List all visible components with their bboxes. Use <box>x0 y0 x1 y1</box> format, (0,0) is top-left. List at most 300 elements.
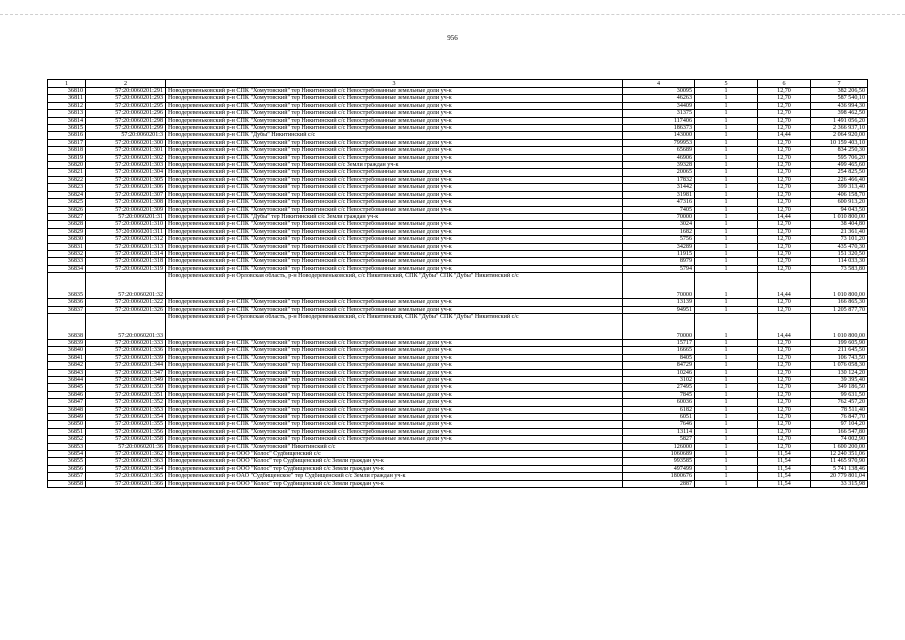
table-body <box>48 88 868 488</box>
rate-cell: 12,70 <box>758 154 811 161</box>
rate-cell: 12,70 <box>758 102 811 109</box>
rate-cell: 12,70 <box>758 191 811 198</box>
value-cell: 166 547,80 <box>811 428 868 435</box>
rate-cell: 12,70 <box>758 206 811 213</box>
address-cell: Новодеревеньковский р-н Орловская область, р-н Новодеревеньковский, с/с Никитинский, СПК "Дубы" СПК "Дубы" Никитинский с/с <box>166 313 623 339</box>
area-cell: 20065 <box>623 169 695 176</box>
value-cell: 2 064 920,00 <box>811 132 868 139</box>
address-cell: Новодеревеньковский р-н СПК "Хомутовский" тер Никитинский с/с Невостребованные земельные доли уч-к <box>166 436 623 443</box>
table-row <box>48 313 868 339</box>
area-cell: 46263 <box>623 95 695 102</box>
address-cell: Новодеревеньковский р-н ООО "Колос" тер Судбищенский с/с Земли граждан уч-к <box>166 480 623 487</box>
row-number-cell: 36838 <box>48 313 86 339</box>
value-cell: 587 540,10 <box>811 95 868 102</box>
area-cell: 31375 <box>623 110 695 117</box>
row-number-cell: 36851 <box>48 428 86 435</box>
value-cell: 226 466,40 <box>811 176 868 183</box>
cadastral-number-cell: 57:20:0060201:305 <box>86 176 166 183</box>
rate-cell: 12,70 <box>758 139 811 146</box>
count-cell: 1 <box>695 421 758 428</box>
value-cell: 1 491 056,20 <box>811 117 868 124</box>
value-cell: 211 645,50 <box>811 347 868 354</box>
area-cell: 117406 <box>623 117 695 124</box>
count-cell: 1 <box>695 339 758 346</box>
row-number-cell: 36839 <box>48 339 86 346</box>
table-row <box>48 176 868 183</box>
table-row <box>48 169 868 176</box>
value-cell: 38 404,80 <box>811 221 868 228</box>
rate-cell: 12,70 <box>758 250 811 257</box>
cadastral-number-cell: 57:20:0060201:326 <box>86 306 166 313</box>
address-cell: Новодеревеньковский р-н СПК "Хомутовский" тер Никитинский с/с Невостребованные земельные доли уч-к <box>166 362 623 369</box>
value-cell: 399 313,40 <box>811 184 868 191</box>
value-cell: 99 631,50 <box>811 391 868 398</box>
area-cell: 1060689 <box>623 451 695 458</box>
address-cell: Новодеревеньковский р-н СПК "Хомутовский" тер Никитинский с/с Невостребованные земельные доли уч-к <box>166 169 623 176</box>
row-number-cell: 36855 <box>48 458 86 465</box>
area-cell: 3024 <box>623 221 695 228</box>
area-cell: 8979 <box>623 258 695 265</box>
rate-cell: 12,70 <box>758 384 811 391</box>
rate-cell: 12,70 <box>758 95 811 102</box>
area-cell: 7845 <box>623 391 695 398</box>
row-number-cell: 36812 <box>48 102 86 109</box>
table-row <box>48 191 868 198</box>
cadastral-number-cell: 57:20:0060201:33 <box>86 313 166 339</box>
value-cell: 1 600 200,00 <box>811 443 868 450</box>
value-cell: 78 511,40 <box>811 406 868 413</box>
rate-cell: 12,70 <box>758 399 811 406</box>
value-cell: 106 743,50 <box>811 354 868 361</box>
value-cell: 130 124,20 <box>811 369 868 376</box>
rate-cell: 11,54 <box>758 451 811 458</box>
address-cell: Новодеревеньковский р-н СПК "Хомутовский" тер Никитинский с/с Невостребованные земельные доли уч-к <box>166 384 623 391</box>
area-cell: 497499 <box>623 465 695 472</box>
cadastral-number-cell: 57:20:0060201:362 <box>86 451 166 458</box>
count-cell: 1 <box>695 458 758 465</box>
row-number-cell: 36856 <box>48 465 86 472</box>
count-cell: 1 <box>695 406 758 413</box>
row-number-cell: 36817 <box>48 139 86 146</box>
address-cell: Новодеревеньковский р-н СПК "Дубы" Никитинский с/с <box>166 132 623 139</box>
area-cell: 34289 <box>623 243 695 250</box>
cadastral-number-cell: 57:20:0060201:307 <box>86 191 166 198</box>
area-cell: 46906 <box>623 154 695 161</box>
area-cell: 5794 <box>623 265 695 272</box>
table-row <box>48 391 868 398</box>
count-cell: 1 <box>695 354 758 361</box>
cadastral-number-cell: 57:20:0060201:350 <box>86 384 166 391</box>
value-cell: 436 994,30 <box>811 102 868 109</box>
count-cell: 1 <box>695 306 758 313</box>
address-cell: Новодеревеньковский р-н СПК "Хомутовский" тер Никитинский с/с Невостребованные земельные доли уч-к <box>166 258 623 265</box>
row-number-cell: 36813 <box>48 110 86 117</box>
address-cell: Новодеревеньковский р-н СПК "Хомутовский" тер Никитинский с/с Невостребованные земельные доли уч-к <box>166 102 623 109</box>
row-number-cell: 36828 <box>48 221 86 228</box>
count-cell: 1 <box>695 369 758 376</box>
count-cell: 1 <box>695 176 758 183</box>
count-cell: 1 <box>695 480 758 487</box>
value-cell: 600 913,20 <box>811 199 868 206</box>
header-cell: 5 <box>695 80 758 88</box>
area-cell: 47316 <box>623 199 695 206</box>
value-cell: 398 462,50 <box>811 110 868 117</box>
area-cell: 3102 <box>623 377 695 384</box>
address-cell: Новодеревеньковский р-н СПК "Хомутовский" тер Никитинский с/с Земли граждан уч-к <box>166 162 623 169</box>
cadastral-number-cell: 57:20:0060201:300 <box>86 139 166 146</box>
rate-cell: 12,70 <box>758 443 811 450</box>
cadastral-number-cell: 57:20:0060201:358 <box>86 436 166 443</box>
area-cell: 84729 <box>623 362 695 369</box>
area-cell: 993585 <box>623 458 695 465</box>
cadastral-number-cell: 57:20:0060201:344 <box>86 362 166 369</box>
count-cell: 1 <box>695 299 758 306</box>
row-number-cell: 36845 <box>48 384 86 391</box>
address-cell: Новодеревеньковский р-н СПК "Хомутовский" тер Никитинский с/с Невостребованные земельные доли уч-к <box>166 184 623 191</box>
row-number-cell: 36827 <box>48 213 86 220</box>
count-cell: 1 <box>695 465 758 472</box>
table-row <box>48 480 868 487</box>
value-cell: 834 250,30 <box>811 147 868 154</box>
table-row <box>48 88 868 95</box>
cadastral-number-cell: 57:20:0060201:365 <box>86 473 166 480</box>
value-cell: 73 583,80 <box>811 265 868 272</box>
row-number-cell: 36829 <box>48 228 86 235</box>
count-cell: 1 <box>695 147 758 154</box>
row-number-cell: 36854 <box>48 451 86 458</box>
area-cell: 7405 <box>623 206 695 213</box>
table-row <box>48 110 868 117</box>
rate-cell: 12,70 <box>758 125 811 132</box>
cadastral-number-cell: 57:20:0060201:291 <box>86 88 166 95</box>
cadastral-number-cell: 57:20:0060201:352 <box>86 399 166 406</box>
area-cell: 8405 <box>623 354 695 361</box>
address-cell: Новодеревеньковский р-н ОАО "Судбищенское" тер Судбищенский с/с Земли граждан уч-к <box>166 473 623 480</box>
cadastral-number-cell: 57:20:0060201:295 <box>86 102 166 109</box>
cadastral-number-cell: 57:20:0060201:354 <box>86 414 166 421</box>
area-cell: 30095 <box>623 88 695 95</box>
value-cell: 10 159 403,10 <box>811 139 868 146</box>
cadastral-number-cell: 57:20:0060201:32 <box>86 273 166 299</box>
header-cell: 1 <box>48 80 86 88</box>
table-row <box>48 258 868 265</box>
value-cell: 254 825,50 <box>811 169 868 176</box>
cadastral-number-cell: 57:20:0060201:314 <box>86 250 166 257</box>
header-cell: 7 <box>811 80 868 88</box>
row-number-cell: 36832 <box>48 250 86 257</box>
address-cell: Новодеревеньковский р-н СПК "Хомутовский" тер Никитинский с/с Невостребованные земельные доли уч-к <box>166 176 623 183</box>
cadastral-number-cell: 57:20:0060201:356 <box>86 428 166 435</box>
rate-cell: 12,70 <box>758 228 811 235</box>
address-cell: Новодеревеньковский р-н Орловская область, р-н Новодеревеньковский, с/с Никитинский, СПК "Дубы" СПК "Дубы" Никитинский с/с <box>166 273 623 299</box>
address-cell: Новодеревеньковский р-н СПК "Хомутовский" тер Никитинский с/с Невостребованные земельные доли уч-к <box>166 243 623 250</box>
value-cell: 73 101,20 <box>811 236 868 243</box>
header-cell: 3 <box>166 80 623 88</box>
header-cell: 6 <box>758 80 811 88</box>
count-cell: 1 <box>695 95 758 102</box>
value-cell: 406 158,70 <box>811 191 868 198</box>
row-number-cell: 36849 <box>48 414 86 421</box>
count-cell: 1 <box>695 362 758 369</box>
cadastral-number-cell: 57:20:0060201:301 <box>86 147 166 154</box>
table-row <box>48 236 868 243</box>
table-row <box>48 125 868 132</box>
rate-cell: 12,70 <box>758 147 811 154</box>
count-cell: 1 <box>695 88 758 95</box>
cadastral-number-cell: 57:20:0060201:355 <box>86 421 166 428</box>
table-row <box>48 451 868 458</box>
count-cell: 1 <box>695 384 758 391</box>
rate-cell: 12,70 <box>758 176 811 183</box>
area-cell: 34409 <box>623 102 695 109</box>
value-cell: 199 605,90 <box>811 339 868 346</box>
count-cell: 1 <box>695 125 758 132</box>
cadastral-number-cell: 57:20:0060201:3 <box>86 132 166 139</box>
rate-cell: 14,44 <box>758 273 811 299</box>
cadastral-number-cell: 57:20:0060201:351 <box>86 391 166 398</box>
table-row <box>48 213 868 220</box>
table-row <box>48 147 868 154</box>
count-cell: 1 <box>695 162 758 169</box>
rate-cell: 11,54 <box>758 458 811 465</box>
area-cell: 10246 <box>623 369 695 376</box>
address-cell: Новодеревеньковский р-н СПК "Хомутовский" тер Никитинский с/с Невостребованные земельные доли уч-к <box>166 347 623 354</box>
cadastral-number-cell: 57:20:0060201:306 <box>86 184 166 191</box>
cadastral-number-cell: 57:20:0060201:313 <box>86 243 166 250</box>
value-cell: 1 205 877,70 <box>811 306 868 313</box>
rate-cell: 14,44 <box>758 213 811 220</box>
address-cell: Новодеревеньковский р-н СПК "Хомутовский" тер Никитинский с/с Невостребованные земельные доли уч-к <box>166 428 623 435</box>
count-cell: 1 <box>695 347 758 354</box>
header-cell: 4 <box>623 80 695 88</box>
cadastral-number-cell: 57:20:0060201:311 <box>86 228 166 235</box>
address-cell: Новодеревеньковский р-н СПК "Хомутовский" тер Никитинский с/с Невостребованные земельные доли уч-к <box>166 110 623 117</box>
address-cell: Новодеревеньковский р-н СПК "Хомутовский" тер Никитинский с/с Невостребованные земельные доли уч-к <box>166 191 623 198</box>
cadastral-number-cell: 57:20:0060201:309 <box>86 206 166 213</box>
table-row <box>48 443 868 450</box>
table-row <box>48 339 868 346</box>
table-row <box>48 354 868 361</box>
cadastral-number-cell: 57:20:0060201:299 <box>86 125 166 132</box>
rate-cell: 12,70 <box>758 428 811 435</box>
row-number-cell: 36826 <box>48 206 86 213</box>
value-cell: 97 104,20 <box>811 421 868 428</box>
row-number-cell: 36843 <box>48 369 86 376</box>
count-cell: 1 <box>695 117 758 124</box>
area-cell: 11915 <box>623 250 695 257</box>
rate-cell: 14,44 <box>758 313 811 339</box>
row-number-cell: 36846 <box>48 391 86 398</box>
cadastral-number-cell: 57:20:0060201:347 <box>86 369 166 376</box>
count-cell: 1 <box>695 273 758 299</box>
value-cell: 21 361,40 <box>811 228 868 235</box>
row-number-cell: 36821 <box>48 169 86 176</box>
row-number-cell: 36824 <box>48 191 86 198</box>
count-cell: 1 <box>695 132 758 139</box>
table-row <box>48 414 868 421</box>
area-cell: 6051 <box>623 414 695 421</box>
area-cell: 6182 <box>623 406 695 413</box>
value-cell: 33 315,98 <box>811 480 868 487</box>
count-cell: 1 <box>695 110 758 117</box>
cadastral-number-cell: 57:20:0060201:339 <box>86 354 166 361</box>
table-row <box>48 421 868 428</box>
address-cell: Новодеревеньковский р-н СПК "Хомутовский" тер Никитинский с/с Невостребованные земельные доли уч-к <box>166 399 623 406</box>
table-row <box>48 102 868 109</box>
count-cell: 1 <box>695 250 758 257</box>
row-number-cell: 36819 <box>48 154 86 161</box>
row-number-cell: 36850 <box>48 421 86 428</box>
row-number-cell: 36831 <box>48 243 86 250</box>
row-number-cell: 36842 <box>48 362 86 369</box>
rate-cell: 12,70 <box>758 258 811 265</box>
area-cell: 13139 <box>623 299 695 306</box>
table-row <box>48 306 868 313</box>
count-cell: 1 <box>695 428 758 435</box>
area-cell: 7646 <box>623 421 695 428</box>
address-cell: Новодеревеньковский р-н СПК "Хомутовский" тер Никитинский с/с Невостребованные земельные доли уч-к <box>166 95 623 102</box>
cadastral-number-cell: 57:20:0060201:353 <box>86 406 166 413</box>
row-number-cell: 36852 <box>48 436 86 443</box>
address-cell: Новодеревеньковский р-н СПК "Хомутовский" тер Никитинский с/с Невостребованные земельные доли уч-к <box>166 117 623 124</box>
count-cell: 1 <box>695 228 758 235</box>
cadastral-number-cell: 57:20:0060201:31 <box>86 213 166 220</box>
rate-cell: 11,54 <box>758 473 811 480</box>
address-cell: Новодеревеньковский р-н СПК "Хомутовский" тер Никитинский с/с Невостребованные земельные доли уч-к <box>166 391 623 398</box>
table-row <box>48 347 868 354</box>
table-row <box>48 199 868 206</box>
area-cell: 94951 <box>623 306 695 313</box>
row-number-cell: 36820 <box>48 162 86 169</box>
row-number-cell: 36833 <box>48 258 86 265</box>
area-cell: 31442 <box>623 184 695 191</box>
row-number-cell: 36825 <box>48 199 86 206</box>
value-cell: 151 320,50 <box>811 250 868 257</box>
count-cell: 1 <box>695 473 758 480</box>
count-cell: 1 <box>695 139 758 146</box>
value-cell: 166 865,30 <box>811 299 868 306</box>
rate-cell: 11,54 <box>758 465 811 472</box>
rate-cell: 12,70 <box>758 110 811 117</box>
header-cell: 2 <box>86 80 166 88</box>
address-cell: Новодеревеньковский р-н СПК "Хомутовский" тер Никитинский с/с Невостребованные земельные доли уч-к <box>166 147 623 154</box>
area-cell: 5827 <box>623 436 695 443</box>
row-number-cell: 36815 <box>48 125 86 132</box>
address-cell: Новодеревеньковский р-н ООО "Колос" тер Судбищенский с/с Земли граждан уч-к <box>166 465 623 472</box>
header-row <box>48 80 868 88</box>
rate-cell: 12,70 <box>758 421 811 428</box>
cadastral-number-cell: 57:20:0060201:303 <box>86 162 166 169</box>
address-cell: Новодеревеньковский р-н ООО "Колос" Судбищенский с/с <box>166 451 623 458</box>
cadastral-number-cell: 57:20:0060201:36 <box>86 443 166 450</box>
table-row <box>48 154 868 161</box>
value-cell: 1 010 800,00 <box>811 213 868 220</box>
area-cell: 1682 <box>623 228 695 235</box>
rate-cell: 12,70 <box>758 162 811 169</box>
row-number-cell: 36814 <box>48 117 86 124</box>
table-row <box>48 117 868 124</box>
address-cell: Новодеревеньковский р-н ООО "Колос" тер Судбищенский с/с Земли граждан уч-к <box>166 458 623 465</box>
count-cell: 1 <box>695 102 758 109</box>
address-cell: Новодеревеньковский р-н СПК "Хомутовский" тер Никитинский с/с Невостребованные земельные доли уч-к <box>166 406 623 413</box>
count-cell: 1 <box>695 154 758 161</box>
count-cell: 1 <box>695 169 758 176</box>
address-cell: Новодеревеньковский р-н СПК "Хомутовский" тер Никитинский с/с Невостребованные земельные доли уч-к <box>166 88 623 95</box>
count-cell: 1 <box>695 391 758 398</box>
count-cell: 1 <box>695 443 758 450</box>
area-cell: 16665 <box>623 347 695 354</box>
value-cell: 94 043,50 <box>811 206 868 213</box>
table-row <box>48 265 868 272</box>
table-row <box>48 243 868 250</box>
cadastral-number-cell: 57:20:0060201:366 <box>86 480 166 487</box>
value-cell: 1 076 058,30 <box>811 362 868 369</box>
table-row <box>48 132 868 139</box>
row-number-cell: 36823 <box>48 184 86 191</box>
row-number-cell: 36834 <box>48 265 86 272</box>
value-cell: 595 706,20 <box>811 154 868 161</box>
area-cell: 65689 <box>623 147 695 154</box>
rate-cell: 12,70 <box>758 347 811 354</box>
row-number-cell: 36818 <box>48 147 86 154</box>
rate-cell: 11,54 <box>758 480 811 487</box>
rate-cell: 12,70 <box>758 369 811 376</box>
rate-cell: 12,70 <box>758 184 811 191</box>
address-cell: Новодеревеньковский р-н СПК "Хомутовский" тер Никитинский с/с Невостребованные земельные доли уч-к <box>166 339 623 346</box>
address-cell: Новодеревеньковский р-н СПК "Хомутовский" тер Никитинский с/с Невостребованные земельные доли уч-к <box>166 421 623 428</box>
rate-cell: 12,70 <box>758 88 811 95</box>
value-cell: 76 847,70 <box>811 414 868 421</box>
area-cell: 17832 <box>623 176 695 183</box>
cadastral-number-cell: 57:20:0060201:308 <box>86 199 166 206</box>
value-cell: 20 779 801,04 <box>811 473 868 480</box>
address-cell: Новодеревеньковский р-н СПК "Хомутовский" тер Никитинский с/с Невостребованные земельные доли уч-к <box>166 206 623 213</box>
area-cell: 186373 <box>623 125 695 132</box>
value-cell: 435 470,30 <box>811 243 868 250</box>
row-number-cell: 36836 <box>48 299 86 306</box>
rate-cell: 12,70 <box>758 436 811 443</box>
cadastral-number-cell: 57:20:0060201:304 <box>86 169 166 176</box>
rate-cell: 12,70 <box>758 299 811 306</box>
count-cell: 1 <box>695 191 758 198</box>
count-cell: 1 <box>695 236 758 243</box>
rate-cell: 12,70 <box>758 243 811 250</box>
table-row <box>48 377 868 384</box>
table-row <box>48 458 868 465</box>
address-cell: Новодеревеньковский р-н СПК "Хомутовский" тер Никитинский с/с Невостребованные земельные доли уч-к <box>166 306 623 313</box>
row-number-cell: 36858 <box>48 480 86 487</box>
cadastral-number-cell: 57:20:0060201:302 <box>86 154 166 161</box>
area-cell: 143000 <box>623 132 695 139</box>
area-cell: 39328 <box>623 162 695 169</box>
rate-cell: 12,70 <box>758 339 811 346</box>
table-row <box>48 139 868 146</box>
count-cell: 1 <box>695 265 758 272</box>
value-cell: 74 002,90 <box>811 436 868 443</box>
rate-cell: 12,70 <box>758 406 811 413</box>
rate-cell: 12,70 <box>758 199 811 206</box>
count-cell: 1 <box>695 313 758 339</box>
address-cell: Новодеревеньковский р-н СПК "Хомутовский" тер Никитинский с/с Невостребованные земельные доли уч-к <box>166 250 623 257</box>
row-number-cell: 36835 <box>48 273 86 299</box>
table-row <box>48 384 868 391</box>
count-cell: 1 <box>695 206 758 213</box>
address-cell: Новодеревеньковский р-н СПК "Хомутовский" тер Никитинский с/с Невостребованные земельные доли уч-к <box>166 299 623 306</box>
rate-cell: 12,70 <box>758 236 811 243</box>
address-cell: Новодеревеньковский р-н СПК "Хомутовский" тер Никитинский с/с Невостребованные земельные доли уч-к <box>166 125 623 132</box>
value-cell: 12 240 351,06 <box>811 451 868 458</box>
table-row <box>48 95 868 102</box>
